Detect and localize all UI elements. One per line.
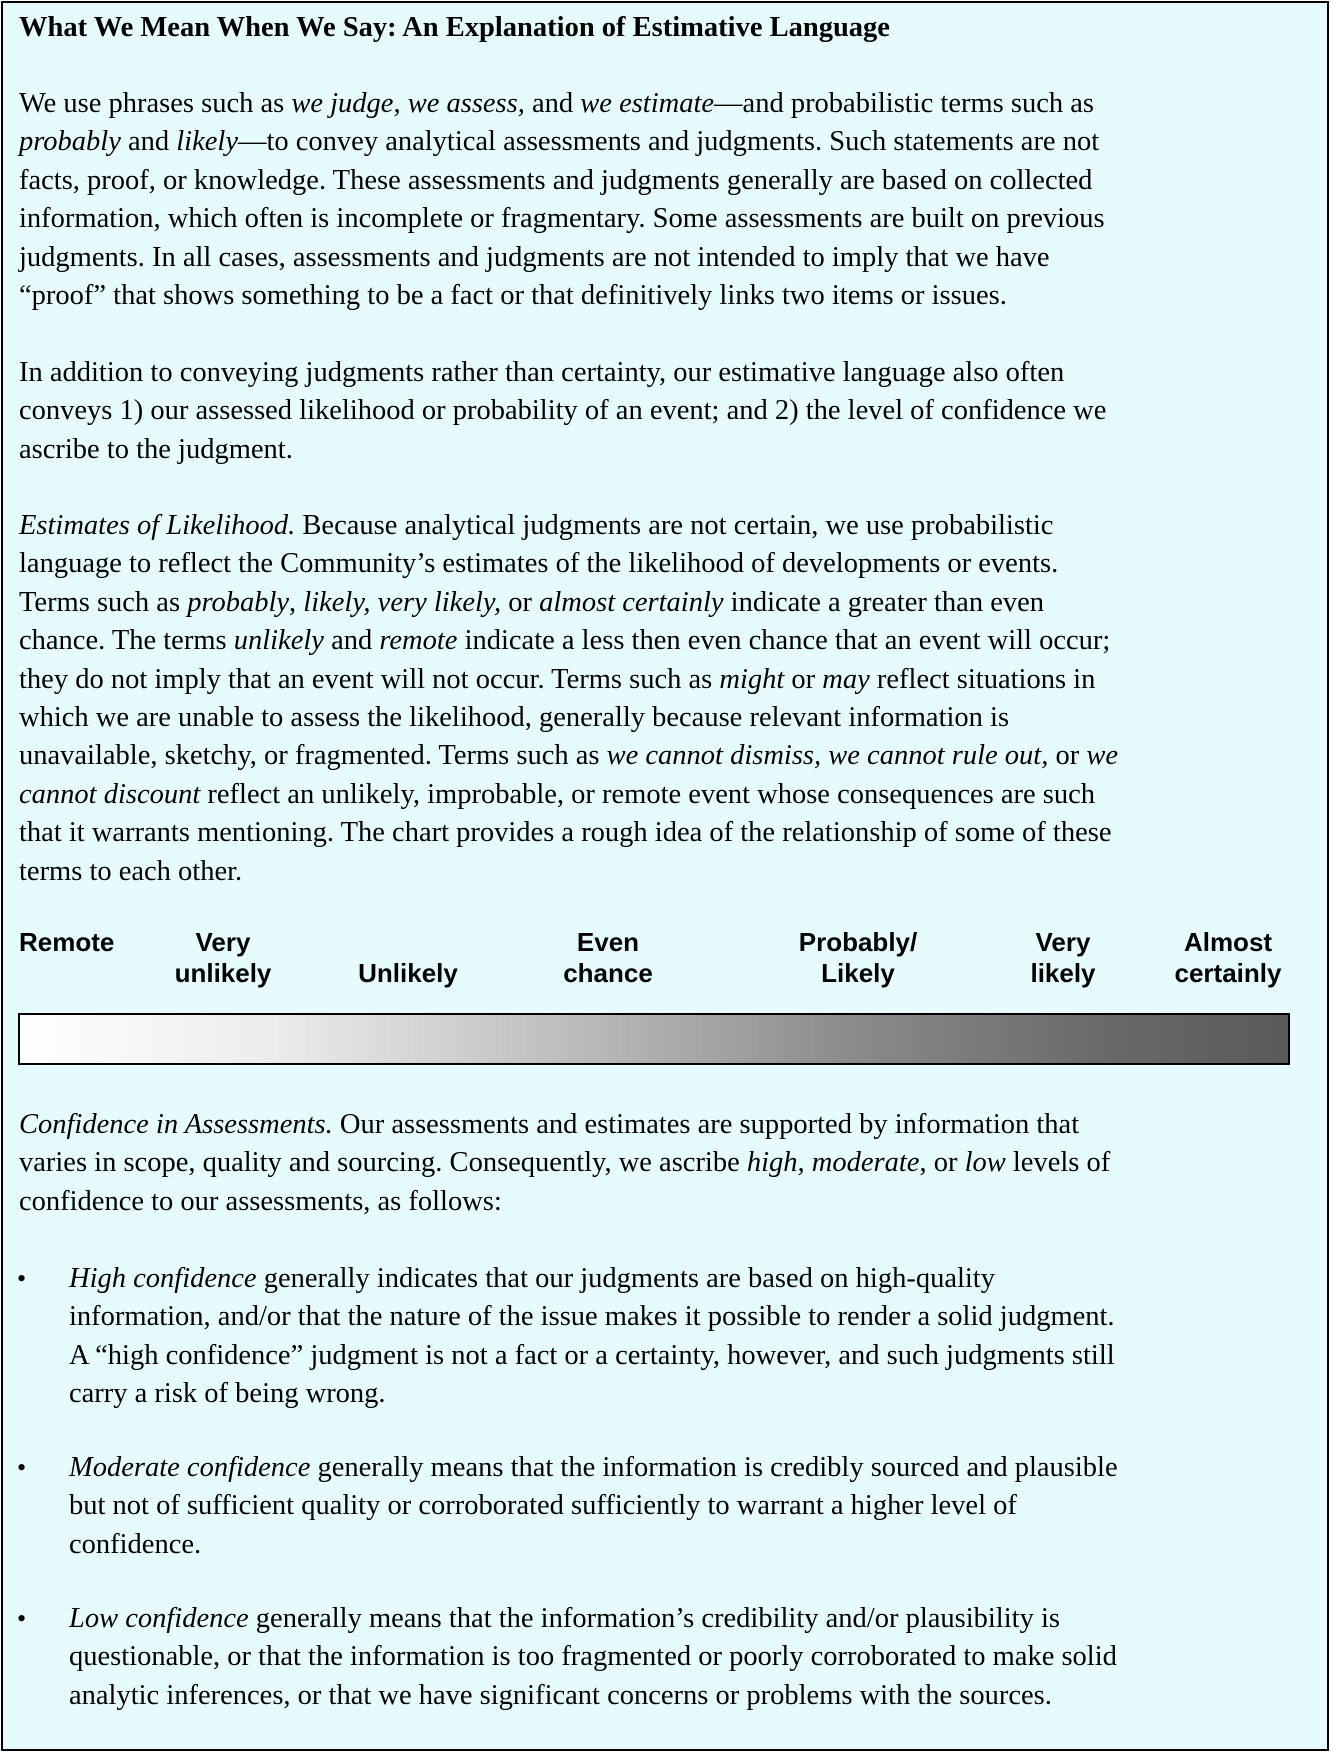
addition-paragraph: In addition to conveying judgments rather than certainty, our estimative language also often conveys 1) our assessed likelihood or probability of an event; and 2) the level of confidence we ascribe to the judgment.	[19, 357, 1107, 465]
likelihood-paragraph: Estimates of Likelihood. Because analytical judgments are not certain, we use probabilistic language to reflect the Community’s estimates of the likelihood of developments or events. Terms such as probably, likely, very likely, or almost certainly indicate a greater than even chance. The terms unlikely and remote indicate a less then even chance that an event will occur; they do not imply that an event will not occur. Terms such as might or may reflect situations in which we are unable to assess the likelihood, generally because relevant information is unavailable, sketchy, or fragmented. Terms such as we cannot dismiss, we cannot rule out, or we cannot discount reflect an unlikely, improbable, or remote event whose consequences are such that it warrants mentioning. The chart provides a rough idea of the relationship of some of these terms to each other.	[19, 510, 1119, 887]
bullet-high-confidence: High confidence generally indicates that our judgments are based on high-quality information, and/or that the nature of the issue makes it possible to render a solid judgment. A “high confidence” judgment is not a fact or a certainty, however, and such judgments still carry a risk of being wrong.	[69, 1263, 1115, 1410]
confidence-paragraph: Confidence in Assessments. Our assessments and estimates are supported by information that varies in scope, quality and sourcing. Consequently, we ascribe high, moderate, or low levels of confidence to our assessments, as follows:	[19, 1109, 1111, 1217]
bullet-icon: •	[17, 1264, 27, 1293]
scale-label-unlikely: Unlikely	[358, 958, 458, 988]
scale-label-even-chance: Even chance	[563, 927, 653, 988]
intro-paragraph: We use phrases such as we judge, we assess, and we estimate—and probabilistic terms such as probably and likely—to convey analytical assessments and judgments. Such statements are not facts, proof, or knowledge. These assessments and judgments generally are based on collected information, which often is incomplete or fragmentary. Some assessments are built on previous judgments. In all cases, assessments and judgments are not intended to imply that we have “proof” that shows something to be a fact or that definitively links two items or issues.	[19, 88, 1105, 311]
bullet-moderate-confidence: Moderate confidence generally means that the information is credibly sourced and plausible but not of sufficient quality or corroborated sufficiently to warrant a higher level of confidence.	[69, 1452, 1118, 1560]
page-title: What We Mean When We Say: An Explanation of Estimative Language	[19, 12, 890, 43]
scale-label-remote: Remote	[19, 927, 115, 957]
scale-label-almost-certainly: Almost certainly	[1174, 927, 1282, 988]
estimative-language-panel	[1, 1, 1329, 1751]
bullet-low-confidence: Low confidence generally means that the information’s credibility and/or plausibility is questionable, or that the information is too fragmented or poorly corroborated to make solid analytic inferences, or that we have significant concerns or problems with the sources.	[69, 1603, 1117, 1711]
likelihood-gradient-bar	[18, 1013, 1290, 1065]
bullet-icon: •	[17, 1453, 27, 1482]
bullet-icon: •	[17, 1604, 27, 1633]
scale-label-very-unlikely: Very unlikely	[174, 927, 272, 988]
scale-label-very-likely: Very likely	[1030, 927, 1096, 988]
scale-label-probably-likely: Probably/ Likely	[798, 927, 918, 988]
